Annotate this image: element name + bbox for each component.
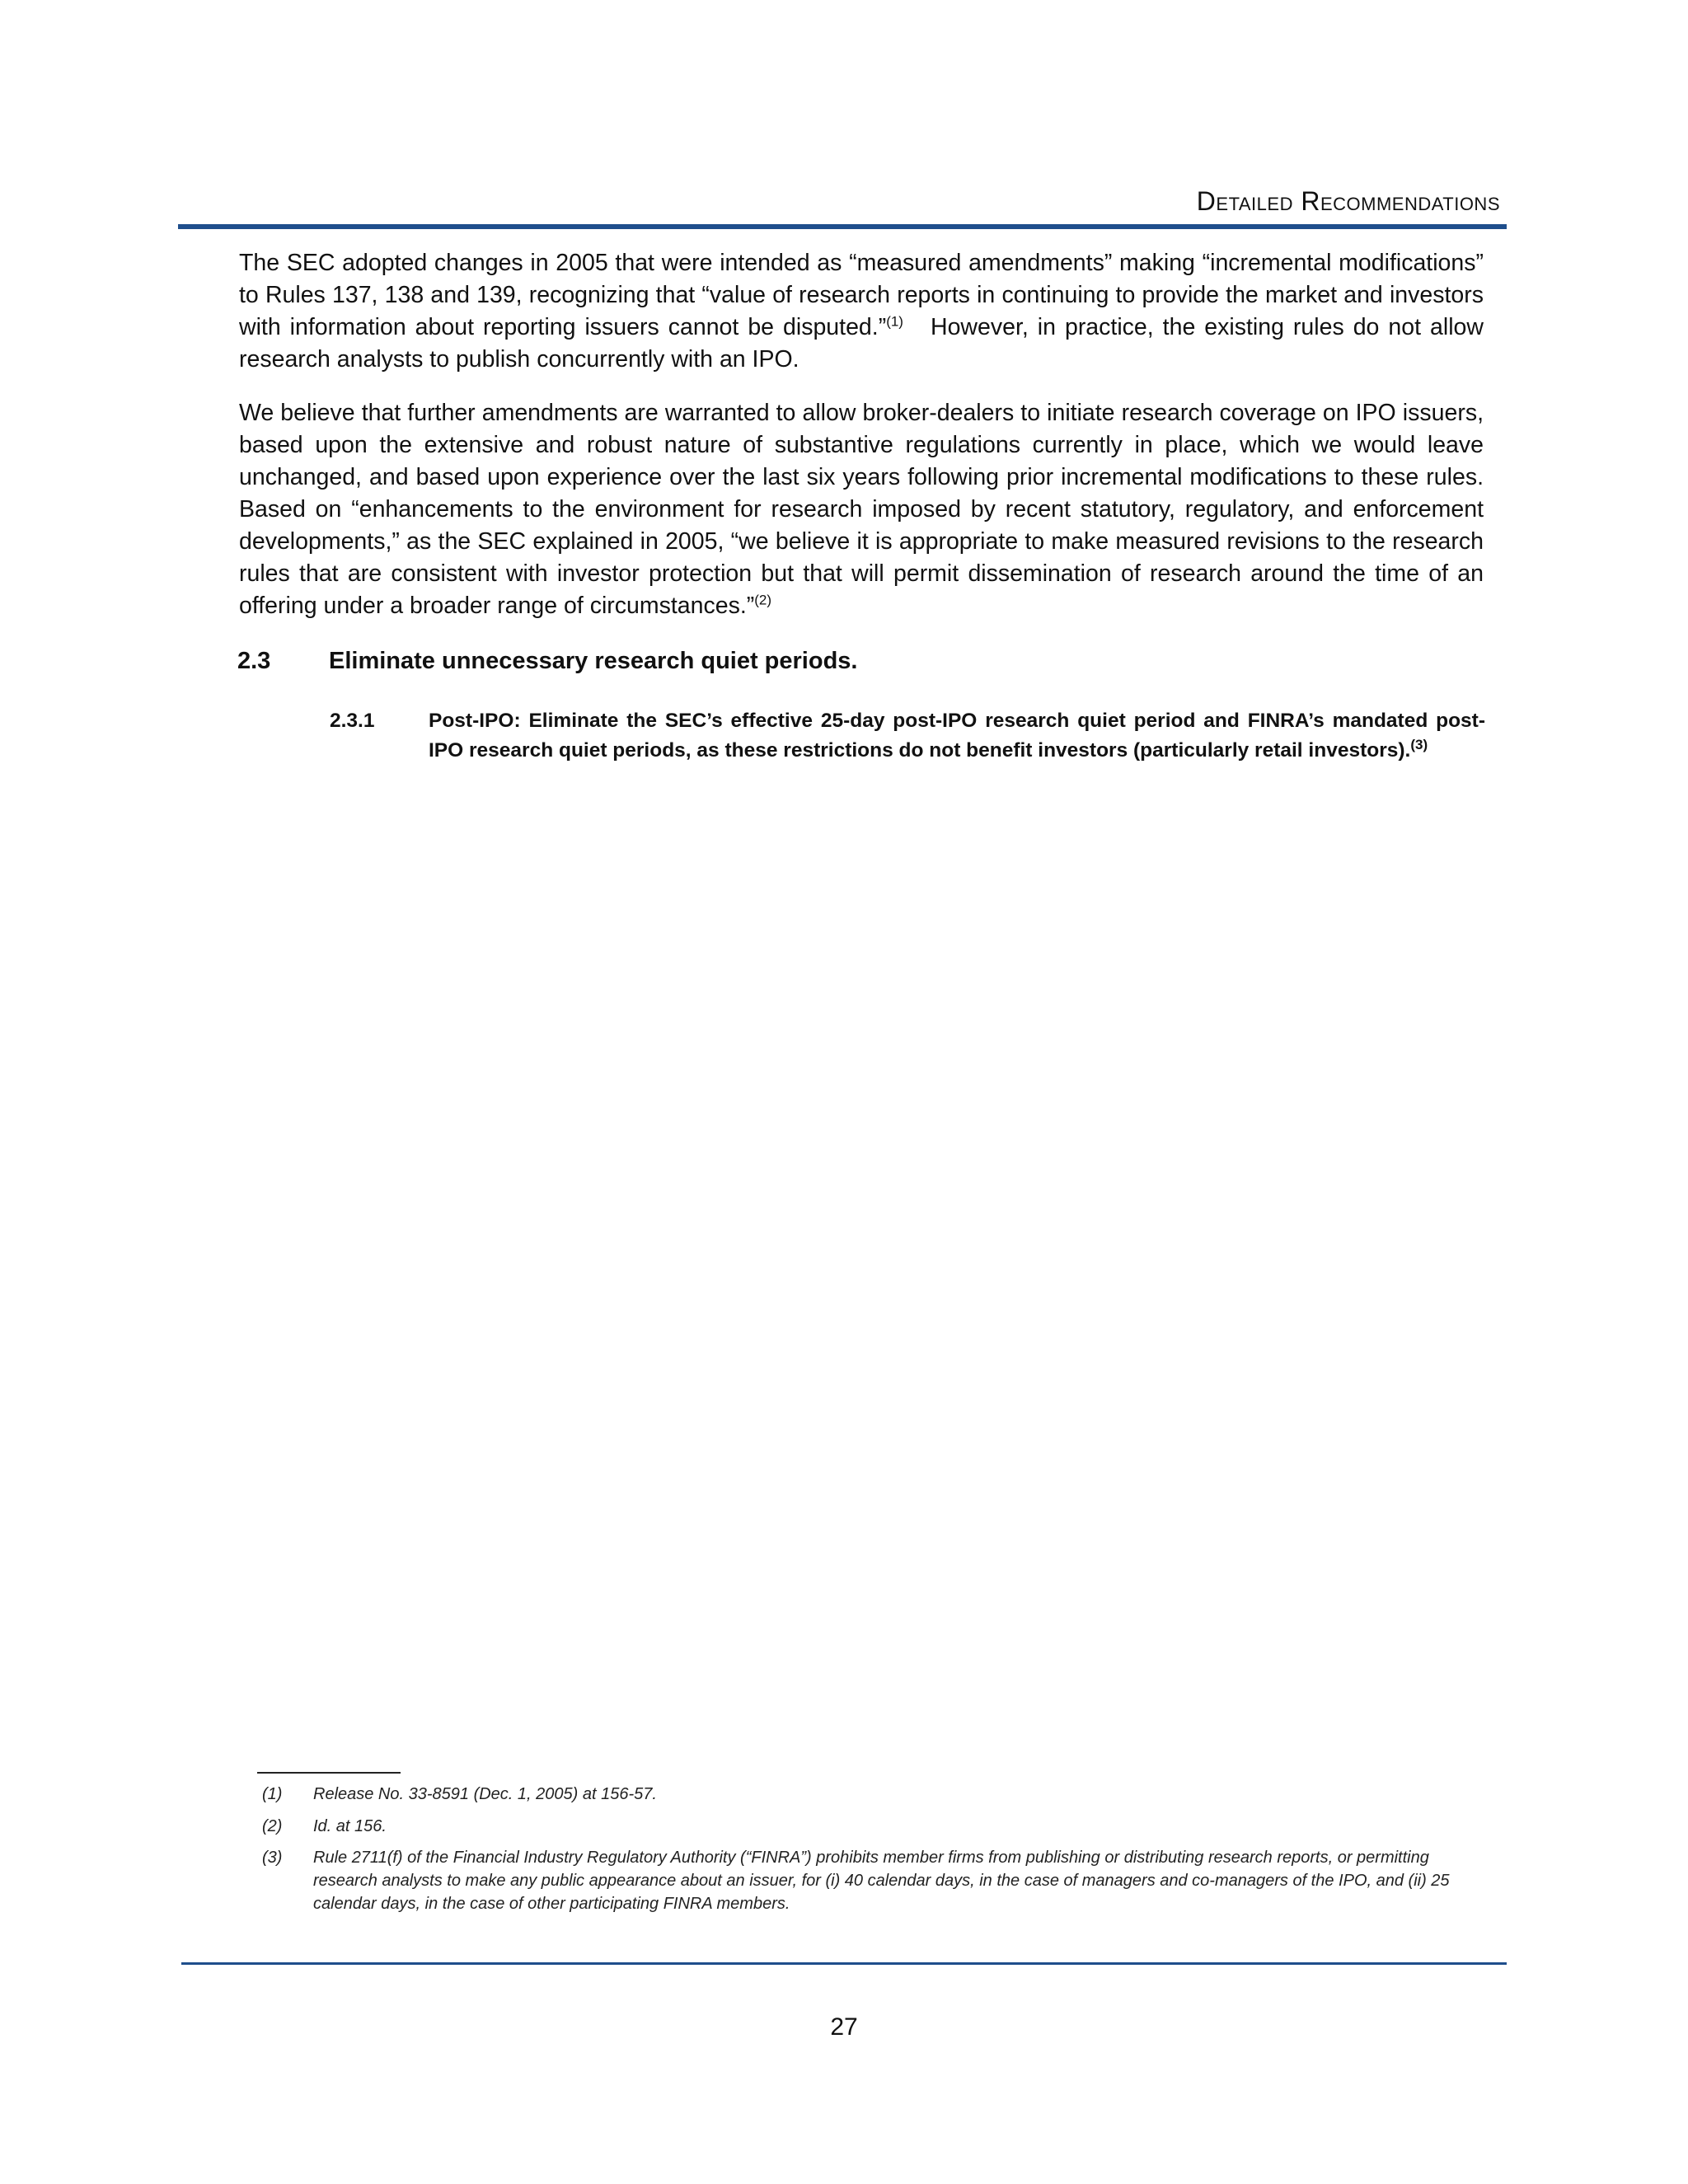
paragraph-1-text: The SEC adopted changes in 2005 that were intended as “measured amendments” making “incremental modifications” to Rules 137, 138 and 139, recognizing that “value of research reports in continuing to provide the market and investors with information about reporting issuers cannot be disputed.” [239,250,1484,340]
footnote-ref-2[interactable]: (2) [754,592,772,608]
footnote-number: (1) [262,1785,283,1803]
paragraph-2-text: We believe that further amendments are warranted to allow broker-dealers to initiate research coverage on IPO issuers, based upon the extensive and robust nature of substantive regulations currently in place, which we would leave unchanged, and based upon experience over the last six years following prior incremental modifications to these rules. Based on “enhancements to the environment for research imposed by recent statutory, regulatory, and enforcement developments,” as the SEC explained in 2005, “we believe it is appropriate to make measured revisions to the research rules that are consistent with investor protection but that will permit dissemination of research around the time of an offering under a broader range of circumstances.” [239,400,1484,619]
footnote-text: Id. at 156. [313,1817,387,1835]
section-number: 2.3 [237,648,271,674]
paragraph-1-text-cont: However, in practice, the existing rules do not allow research analysts to publish concurrently with an IPO. [239,314,1484,373]
paragraph-2 [239,397,1484,622]
subsection-title-wrap [429,706,1485,766]
footnote-text: Rule 2711(f) of the Financial Industry Regulatory Authority (“FINRA”) prohibits member firms from publishing or distributing research reports, or permitting research analysts to make any public appearance about an issuer, for (i) 40 calendar days, in the case of managers and co-managers of the IPO, and (ii) 25 calendar days, in the case of other participating FINRA members. [313,1849,1450,1913]
subsection-number: 2.3.1 [330,710,375,732]
section-title: Eliminate unnecessary research quiet periods. [329,648,858,674]
footnote-ref-3[interactable]: (3) [1410,736,1428,752]
paragraph-1 [239,247,1484,376]
footnote-text: Release No. 33-8591 (Dec. 1, 2005) at 156-57. [313,1785,657,1803]
running-header: Detailed Recommendations [1196,186,1500,216]
footnote-separator [257,1772,401,1774]
footnote-number: (2) [262,1817,283,1835]
footnote-ref-1[interactable]: (1) [886,313,903,330]
footer-rule [181,1962,1507,1965]
header-rule [178,224,1507,229]
footnote-number: (3) [262,1849,283,1867]
page-number: 27 [830,2013,858,2041]
subsection-title: Post-IPO: Eliminate the SEC’s effective 25-day post-IPO research quiet period and FINRA’s mandated post-IPO research quiet periods, as these restrictions do not benefit investors (particularly retail investors). [429,710,1485,762]
